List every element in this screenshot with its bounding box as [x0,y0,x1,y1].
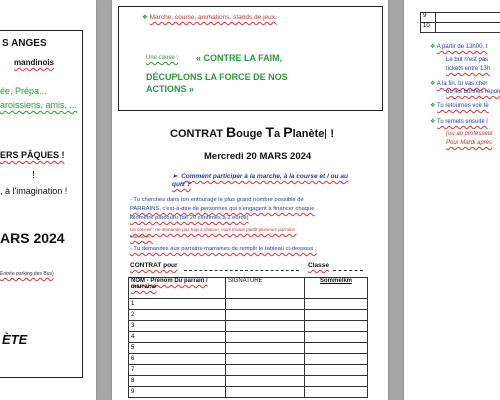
table-row: 9 [420,12,500,23]
slogan-line-3: ACTIONS » [146,84,195,94]
bullet-icon: ❖ [142,14,150,21]
name-fill-line[interactable] [184,270,299,271]
left-heading: S ANGES [2,38,47,49]
table-row: 6 [129,354,368,365]
table-row: 8 [129,376,368,387]
table-row: 9 [129,387,368,398]
bullet-icon: ❖ [430,119,437,125]
left-line: , à l'imagination ! [0,186,68,196]
left-footer: ÈTE [2,332,28,347]
right-line: Pour Mardi après [446,140,493,146]
table-row: 3 [129,321,368,332]
table-row: 7 [129,365,368,376]
header-bullet: ❖ Marche, course, animations, stands de jeux. [142,14,277,21]
left-line: mandinois [14,58,55,67]
table-row: 1 [129,299,368,310]
document-page-contract [112,0,388,400]
table-row: 10 [420,22,500,33]
col-header-sum: Somme/km [305,278,368,299]
contract-title: CONTRAT Bouge Ta Planète ! [170,124,335,140]
left-date: ARS 2024 [0,230,65,246]
document-page-left [0,0,96,400]
table-row: 2 [129,310,368,321]
bullet-icon: ❖ [430,81,437,87]
left-line: ERS PÂQUES ! [0,150,65,160]
question-cont: quiz ? [172,181,191,188]
left-line: ! [32,170,35,181]
right-bullet-4: ❖ Tu remets ensuite l [430,119,488,125]
right-line: tickets entre 13h [446,66,491,72]
para-3: - Tu demandes aux parrains-marraines de remplir le tableau ci-dessous : [130,246,317,252]
table-row: 5 [129,343,368,354]
arrow-icon: ➢ [172,173,182,180]
slogan-line-1: « CONTRE LA FAIM, [196,53,283,63]
contrat-pour-label: CONTRAT pour [130,262,178,269]
question: ➢ Comment participer à la marche, à la course et / ou au [172,173,348,180]
para-1-line-2: PARRAINS, c'est-à-dire de personnes qui s'engagent à financer chaque [130,206,315,212]
col-header-name: NOM - Prénom Du parrain / marraine [129,278,226,299]
sponsor-table [128,277,368,398]
class-fill-line[interactable] [333,270,363,271]
advice-line-1: Un conseil : ne demande pas trop à chacun, mais trouve plutôt plusieurs parrains- [130,227,297,232]
bullet-icon: ❖ [430,103,437,109]
table-row: 4 [129,332,368,343]
right-line: Le but n'est pas [446,57,489,63]
left-line: ée, Prépa... [0,86,47,96]
classe-label: Classe [308,262,329,269]
slogan-line-2: DÉCUPLONS LA FORCE DE NOS [146,72,288,82]
contract-date: Mercredi 20 MARS 2024 [204,151,312,162]
right-bullet-1: ❖ A partir de 13h00, t [430,44,488,50]
right-bullet-3: ❖ Tu retournes voir te [430,103,489,109]
left-line: Entrée parking des Bus) [0,271,54,277]
col-header-signature: SIGNATURE [226,278,305,299]
page-border [0,30,83,378]
bullet-icon: ❖ [430,44,437,50]
para-1-line-1: - Tu cherches dans ton entourage le plus grand nombre possible de [130,197,304,203]
right-bullet-2: ❖ A la fin, tu vas cher [430,81,488,87]
right-line: (ou au professeur [446,131,494,137]
para-1-line-3: kilomètre parcouru (de 20 centimes à 2 euros) [130,215,249,221]
right-line: ou les bonnes répon [446,89,500,95]
advice-line-2: marraines ! [130,234,153,239]
cause-label: Une cause : [146,55,179,61]
left-line: aroissiens, amis, ... [0,100,78,110]
document-page-right [404,0,500,400]
